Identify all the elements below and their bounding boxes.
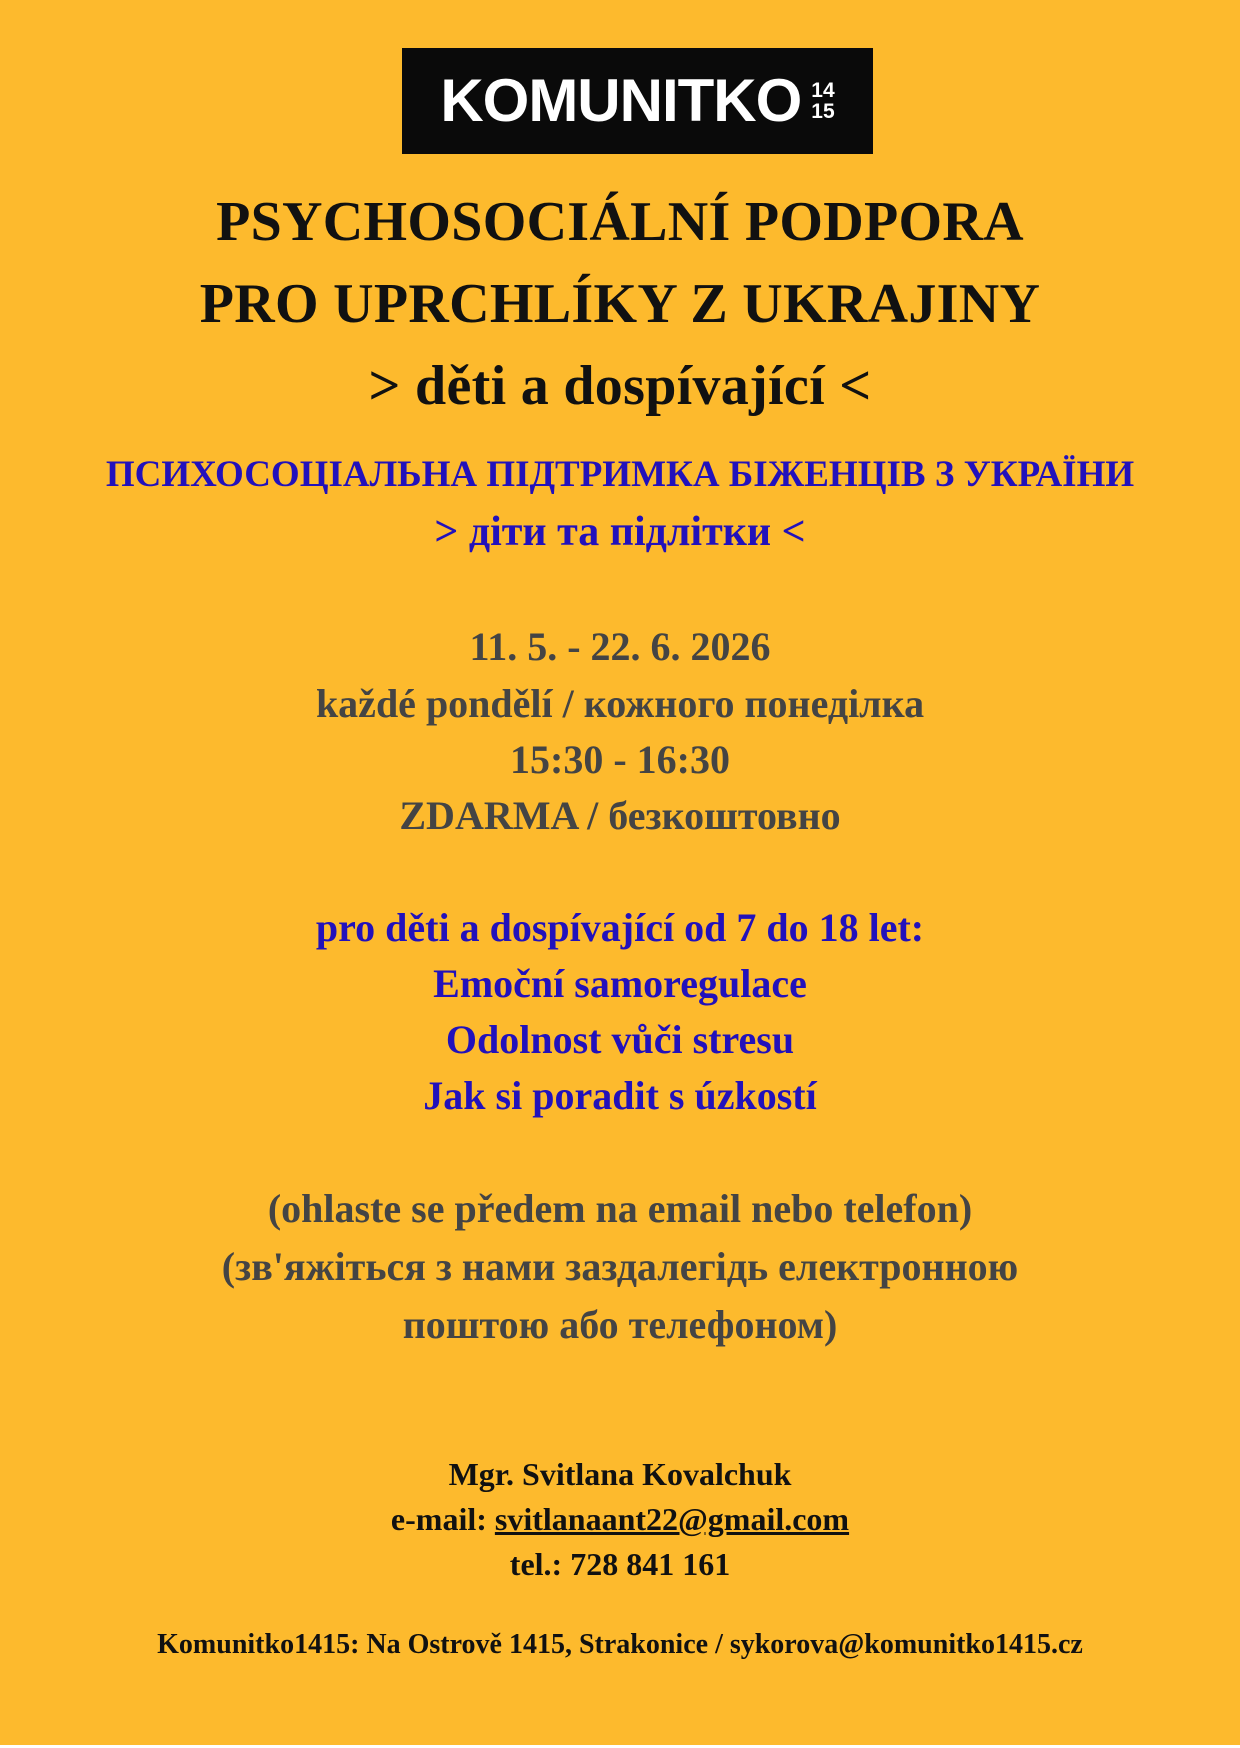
registration-cz: (ohlaste se předem na email nebo telefon) <box>267 1186 973 1231</box>
ukrainian-subtitle: > діти та підлітки < <box>434 509 806 555</box>
ukrainian-title: ПСИХОСОЦІАЛЬНА ПІДТРИМКА БІЖЕНЦІВ З УКРАЇНИ <box>105 454 1135 495</box>
logo-number-top: 14 <box>811 79 835 102</box>
contact-phone: tel.: 728 841 161 <box>509 1546 731 1582</box>
logo-wordmark: KOMUNITKO <box>440 67 802 134</box>
contact-email-line <box>0 1501 1240 1538</box>
logo-number <box>811 80 834 122</box>
title-line-1: PSYCHOSOCIÁLNÍ PODPORA <box>216 191 1024 253</box>
logo-number-bottom: 15 <box>811 100 835 123</box>
topic-item: Emoční samoregulace <box>433 961 807 1006</box>
registration-ua-line-1: (зв'яжіться з нами заздалегідь електронною <box>221 1244 1019 1289</box>
title-line-3: > děti a dospívající < <box>368 355 872 417</box>
schedule-dates: 11. 5. - 22. 6. 2026 <box>469 624 771 669</box>
schedule-days: každé pondělí / кожного понеділка <box>315 681 925 726</box>
komunitko-logo <box>402 48 873 154</box>
contact-email-label: e-mail: <box>390 1501 495 1537</box>
registration-ua-line-2: поштою або телефоном) <box>402 1302 838 1347</box>
contact-email-link[interactable]: svitlanaant22@gmail.com <box>494 1501 850 1537</box>
topics-heading: pro děti a dospívající od 7 do 18 let: <box>315 905 925 950</box>
title-line-2: PRO UPRCHLÍKY Z UKRAJINY <box>199 273 1041 335</box>
schedule-time: 15:30 - 16:30 <box>510 737 730 782</box>
schedule-price: ZDARMA / безкоштовно <box>399 793 841 838</box>
topic-item: Jak si poradit s úzkostí <box>423 1073 817 1118</box>
footer-address: Komunitko1415: Na Ostrově 1415, Strakonice / sykorova@komunitko1415.cz <box>157 1629 1083 1660</box>
topic-item: Odolnost vůči stresu <box>445 1017 795 1062</box>
contact-name: Mgr. Svitlana Kovalchuk <box>448 1456 792 1492</box>
